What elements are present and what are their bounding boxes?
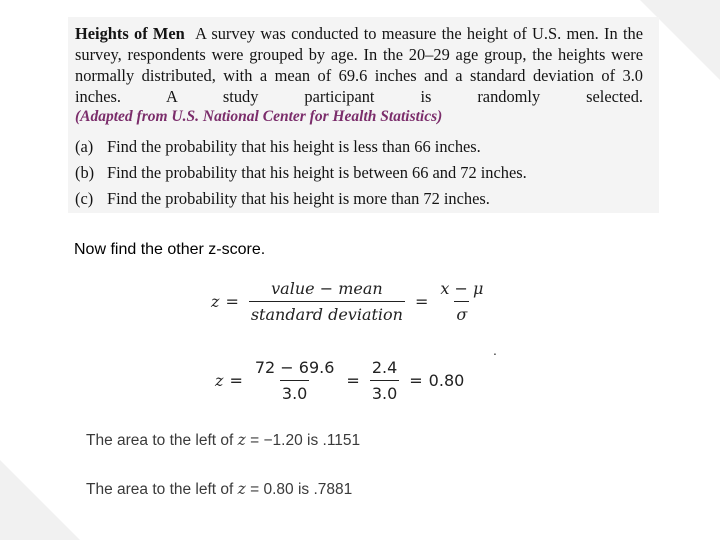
- corner-decoration-bottom: [0, 460, 80, 540]
- problem-statement: [75, 23, 643, 107]
- problem-title: Heights of Men: [75, 24, 185, 43]
- fraction-denominator: 3.0: [370, 380, 399, 403]
- fraction-numerator: x − μ: [440, 279, 484, 298]
- part-text: Find the probability that his height is between 66 and 72 inches.: [107, 163, 527, 182]
- equals-sign: =: [414, 292, 429, 311]
- stray-mark: .: [493, 342, 497, 358]
- calc-fraction-1: [253, 358, 337, 403]
- problem-part-b: [75, 162, 527, 188]
- problem-part-a: [75, 136, 527, 162]
- problem-text: A survey was conducted to measure the height of U.S. men. In the survey, respondents were grouped by age. In the 20–29 age group, the heights were normally distributed, with a mean of 69.6 inches and a standard deviation of 3.0 inches. A study participant is randomly selected.: [75, 24, 643, 106]
- calc-fraction-2: [370, 358, 399, 403]
- part-text: Find the probability that his height is less than 66 inches.: [107, 137, 481, 156]
- part-letter: (c): [75, 189, 94, 208]
- part-text: Find the probability that his height is more than 72 inches.: [107, 189, 490, 208]
- problem-part-c: [75, 188, 527, 214]
- area-statement-1: [86, 431, 360, 450]
- equals-sign: =: [225, 292, 239, 311]
- calc-result: 0.80: [428, 371, 465, 390]
- equals-sign: =: [409, 371, 423, 390]
- z-score-formula: [211, 279, 489, 324]
- fraction-denominator: σ: [454, 301, 469, 324]
- calc-lhs: z: [215, 371, 224, 390]
- area-prefix: The area to the left of: [86, 481, 238, 498]
- area-prefix: The area to the left of: [86, 432, 238, 449]
- area-value: = 0.80 is .7881: [245, 481, 353, 498]
- fraction-numerator: value − mean: [271, 279, 383, 298]
- instruction-text: Now find the other z-score.: [74, 241, 266, 258]
- area-value: = −1.20 is .1151: [245, 432, 361, 449]
- fraction-denominator: standard deviation: [249, 301, 405, 324]
- formula-fraction-symbols: [438, 279, 485, 324]
- problem-source: (Adapted from U.S. National Center for Health Statistics): [75, 108, 443, 125]
- formula-lhs: z: [211, 292, 220, 311]
- fraction-denominator: 3.0: [280, 380, 309, 403]
- part-letter: (a): [75, 137, 94, 156]
- equals-sign: =: [229, 371, 243, 390]
- equals-sign: =: [346, 371, 360, 390]
- area-statement-2: [86, 480, 352, 499]
- area-var: z: [237, 431, 246, 449]
- area-var: z: [237, 480, 246, 498]
- part-letter: (b): [75, 163, 95, 182]
- problem-parts: [75, 136, 527, 214]
- z-score-calculation: [215, 358, 464, 403]
- problem-card: [68, 17, 659, 213]
- formula-fraction-words: [249, 279, 405, 324]
- fraction-numerator: 2.4: [371, 358, 398, 377]
- fraction-numerator: 72 − 69.6: [254, 358, 335, 377]
